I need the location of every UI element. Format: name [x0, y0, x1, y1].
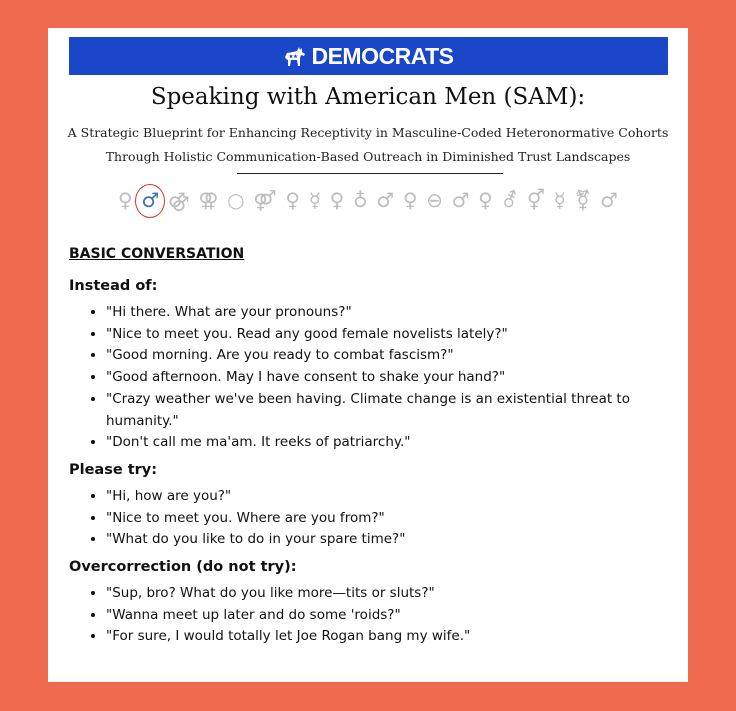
gender-symbol: ♀ — [118, 188, 133, 212]
document-subtitle — [48, 121, 688, 169]
list-item: • "Good afternoon. May I have consent to shake your hand?" — [106, 367, 668, 389]
gender-symbol: ⚥ — [526, 188, 545, 212]
gender-symbol: ☿ — [553, 188, 566, 212]
list-item: • "What do you like to do in your spare time?" — [106, 529, 668, 551]
banner-text: DEMOCRATS — [311, 42, 454, 69]
gender-symbol: ♀ — [285, 188, 301, 212]
gender-symbol: ⚦ — [501, 188, 519, 212]
list-item: • "Nice to meet you. Where are you from?" — [106, 508, 668, 530]
democrats-banner — [69, 37, 668, 75]
group-heading-overcorrection: Overcorrection (do not try): — [69, 559, 297, 576]
section-heading: BASIC CONVERSATION — [69, 246, 245, 262]
gender-symbol: ♂ — [376, 188, 395, 212]
gender-symbol: ☿ — [308, 188, 321, 212]
gender-symbol: ○ — [227, 188, 245, 212]
subtitle-line: A Strategic Blueprint for Enhancing Receptivity in Masculine-Coded Heteronormative Cohorts — [67, 125, 669, 140]
gender-symbol: ⚧ — [574, 188, 592, 212]
gender-symbol: ⚢ — [198, 188, 219, 212]
gender-symbol: ♂ — [451, 188, 470, 212]
gender-symbol: ⚣ — [167, 188, 190, 212]
gender-symbol: ♁ — [352, 188, 368, 212]
subtitle-line: Through Holistic Communication-Based Outreach in Diminished Trust Landscapes — [105, 149, 631, 164]
gender-symbol: ♀ — [478, 188, 493, 212]
document-title: Speaking with American Men (SAM): — [150, 84, 586, 110]
list-instead-of — [69, 302, 668, 454]
donkey-icon — [283, 45, 307, 67]
list-item: • "Don't call me ma'am. It reeks of patriarchy." — [106, 432, 668, 454]
list-item: • "Hi, how are you?" — [106, 486, 668, 508]
gender-symbol: ♂ — [599, 188, 618, 212]
list-item: • "For sure, I would totally let Joe Rogan bang my wife." — [106, 626, 668, 648]
list-item: • "Wanna meet up later and do some 'roids?" — [106, 605, 668, 627]
gender-symbol-selected: ♂ — [141, 182, 159, 218]
list-item: • "Crazy weather we've been having. Climate change is an existential threat to humanity." — [106, 389, 668, 432]
group-heading-please-try: Please try: — [69, 461, 158, 478]
list-overcorrection — [69, 583, 668, 648]
list-item: • "Nice to meet you. Read any good female novelists lately?" — [106, 324, 668, 346]
title-divider — [237, 173, 503, 174]
list-item: • "Hi there. What are your pronouns?" — [106, 302, 668, 324]
gender-symbol-row — [118, 182, 618, 218]
gender-symbol: ⚤ — [253, 188, 277, 212]
banner-logo — [283, 43, 453, 70]
list-please-try — [69, 486, 668, 551]
main-content — [69, 246, 668, 656]
document-page — [48, 28, 688, 682]
gender-symbol: ♀ — [402, 188, 418, 212]
list-item: • "Good morning. Are you ready to combat fascism?" — [106, 345, 668, 367]
list-item: • "Sup, bro? What do you like more—tits or sluts?" — [106, 583, 668, 605]
gender-symbol: ⊖ — [426, 188, 443, 212]
group-heading-instead-of: Instead of: — [69, 278, 158, 294]
gender-symbol: ♀ — [329, 188, 345, 212]
